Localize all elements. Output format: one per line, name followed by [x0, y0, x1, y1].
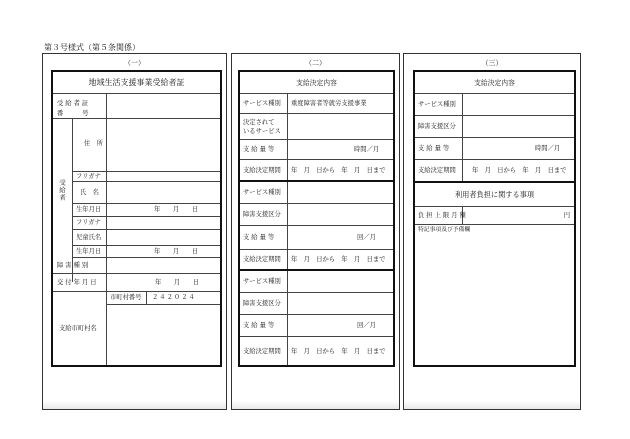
- period-label-1: 支給決定期間: [243, 167, 281, 174]
- certificate-card: [51, 70, 222, 367]
- issue-date-value: 年 月 日: [155, 279, 200, 286]
- p3-disability-class-label: 障害支援区分: [418, 123, 456, 130]
- address-row: [72, 119, 220, 172]
- form-number: 第３号様式（第５条関係）: [44, 43, 140, 52]
- notes-label: 特記事項及び予備欄: [418, 227, 471, 233]
- card-title: 地域生活支援事業受給者証: [88, 78, 185, 87]
- p3-period-row: [415, 160, 574, 183]
- disability-type-label: 障 害 種 別: [57, 262, 89, 269]
- child-furigana-label: フリガナ: [76, 219, 101, 226]
- p3-service-type-label: サービス種別: [418, 101, 456, 108]
- disability-class-row-3: [240, 293, 393, 315]
- period-row-2: [240, 250, 393, 271]
- disability-class-label-3: 障害支援区分: [243, 300, 281, 307]
- cert-number-label: 受 給 者 証 番 号: [57, 100, 89, 118]
- amount-unit-2: 回／月: [357, 234, 376, 241]
- decided-service-label: 決定されて いるサービス: [243, 119, 281, 136]
- amount-unit-1: 時間／月: [354, 146, 380, 153]
- period-value-1: 年 月 日から 年 月 日まで: [291, 167, 386, 174]
- service-type-row-2: [240, 182, 393, 204]
- amount-label-2: 支 給 量 等: [243, 234, 275, 241]
- period-value-3: 年 月 日から 年 月 日まで: [291, 348, 386, 355]
- issue-date-label: 交 付 年 月 日: [57, 279, 97, 286]
- child-dob-label: 生年月日: [76, 248, 102, 255]
- furigana-row: [72, 172, 220, 182]
- period-row-1: [240, 160, 393, 182]
- p3-disability-class-row: [415, 116, 574, 138]
- child-furigana-row: [72, 217, 220, 230]
- amount-unit-3: 回／月: [357, 322, 376, 329]
- decision-card: [238, 70, 395, 367]
- period-label-2: 支給決定期間: [243, 256, 281, 263]
- municipality-block: [53, 292, 220, 365]
- panel-3-label: （三）: [481, 59, 503, 67]
- child-name-row: [72, 230, 220, 246]
- issue-date-row: [53, 274, 220, 292]
- burden-title-row: [415, 183, 574, 207]
- period-value-2: 年 月 日から 年 月 日まで: [291, 256, 386, 263]
- name-row: [72, 182, 220, 204]
- service-type-label-3: サービス種別: [243, 278, 281, 285]
- p3-amount-row: [415, 138, 574, 160]
- disability-class-label-2: 障害支援区分: [243, 211, 281, 218]
- burden-title: 利用者負担に関する事項: [454, 190, 535, 199]
- service-type-label-1: サービス種別: [243, 100, 281, 107]
- amount-label-3: 支 給 量 等: [243, 322, 275, 329]
- cert-number-row: [53, 94, 220, 119]
- limit-row: [415, 207, 574, 225]
- furigana-label: フリガナ: [76, 173, 101, 180]
- period-row-3: [240, 337, 393, 365]
- amount-row-2: [240, 226, 393, 250]
- p3-service-type-row: [415, 94, 574, 116]
- municipal-number-label: 市町村番号: [110, 294, 142, 301]
- address-label: 住 所: [84, 140, 103, 147]
- panel-2-label: （二）: [305, 59, 326, 67]
- amount-row-3: [240, 315, 393, 337]
- child-dob-value: 年 月 日: [154, 248, 199, 255]
- limit-label: 負 担 上 限 月 額: [418, 212, 466, 219]
- p3-amount-unit: 時間／月: [535, 145, 561, 152]
- p3-amount-label: 支 給 量 等: [418, 145, 450, 152]
- decision-title-row: [240, 72, 393, 94]
- disability-type-row: [53, 258, 220, 274]
- service-type-row-3: [240, 271, 393, 293]
- amount-row-1: [240, 140, 393, 160]
- service-1: 重度障害者等就労支援事業: [291, 100, 367, 107]
- municipality-label: 支給市町村名: [59, 325, 97, 332]
- panel-1-label: （一）: [124, 59, 145, 67]
- dob-row: [72, 204, 220, 217]
- child-dob-row: [72, 246, 220, 258]
- card-title-row: [53, 72, 220, 94]
- period-label-3: 支給決定期間: [243, 348, 281, 355]
- child-name-label: 児童氏名: [76, 234, 102, 241]
- service-type-label-2: サービス種別: [243, 189, 281, 196]
- burden-card-title-row: [415, 72, 574, 94]
- service-type-row-1: [240, 94, 393, 114]
- disability-class-row-2: [240, 204, 393, 226]
- municipal-number: ２４２０２４: [152, 294, 196, 301]
- p3-period-label: 支給決定期間: [418, 167, 456, 174]
- burden-card: [413, 70, 576, 367]
- burden-card-title: 支給決定内容: [474, 79, 515, 87]
- amount-label-1: 支 給 量 等: [243, 146, 275, 153]
- decided-service-row: [240, 114, 393, 140]
- limit-unit: 円: [563, 212, 570, 219]
- municipal-number-row: [106, 292, 220, 305]
- recipient-label: 受給者: [58, 179, 66, 202]
- decision-title: 支給決定内容: [296, 79, 337, 87]
- p3-period-value: 年 月 日から 年 月 日まで: [472, 167, 567, 174]
- dob-label: 生年月日: [76, 206, 102, 213]
- name-label: 氏 名: [80, 189, 99, 196]
- dob-value: 年 月 日: [154, 206, 199, 213]
